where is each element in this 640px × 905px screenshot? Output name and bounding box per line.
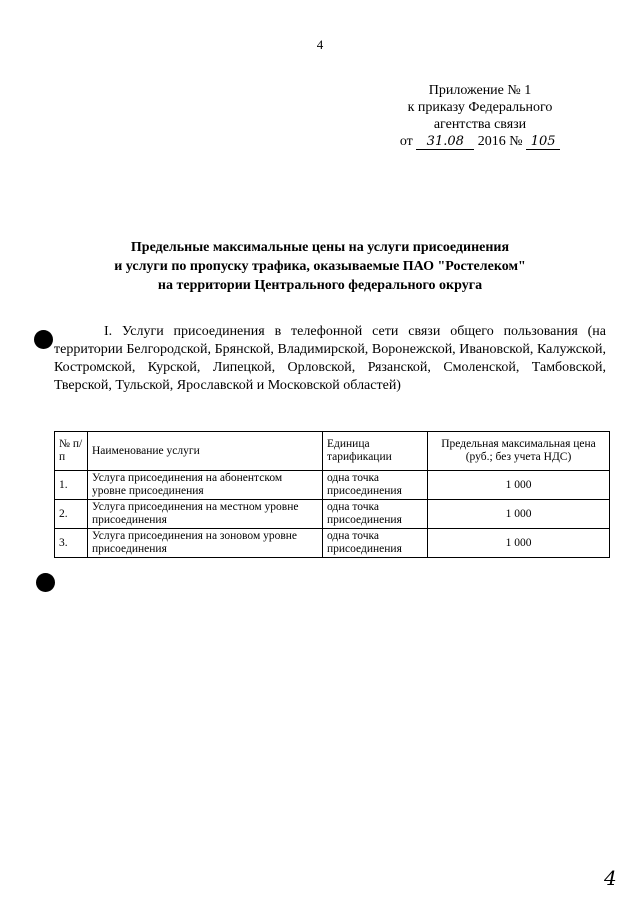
appendix-header <box>395 82 565 150</box>
header-price: Предельная максимальная цена (руб.; без учета НДС) <box>428 432 610 471</box>
hole-punch-mark <box>36 573 55 592</box>
handwritten-order-number: 105 <box>526 135 560 150</box>
section-heading: I. Услуги присоединения в телефонной сети связи общего пользования (на территории Белгородской, Брянской, Владимирской, Воронежской, Ивановской, Калужской, Костромской, Курской, Липецкой, Орловской, Рязанской, Смоленской, Тамбовской, Тверской, Тульской, Ярославской и Московской областей) <box>54 324 607 393</box>
cell-num: 1. <box>55 471 88 500</box>
section-intro <box>54 323 606 395</box>
appendix-line-1: Приложение № 1 <box>428 83 532 98</box>
header-num: № п/п <box>55 432 88 471</box>
cell-unit: одна точка присоединения <box>323 529 428 558</box>
cell-unit: одна точка присоединения <box>323 500 428 529</box>
tariff-table <box>54 431 610 558</box>
cell-num: 2. <box>55 500 88 529</box>
handwritten-date: 31.08 <box>416 135 474 150</box>
hole-punch-mark <box>34 330 53 349</box>
appendix-date-line <box>395 133 565 150</box>
cell-service: Услуга присоединения на зоновом уровне присоединения <box>88 529 323 558</box>
page-number: 4 <box>316 37 324 52</box>
cell-service: Услуга присоединения на местном уровне присоединения <box>88 500 323 529</box>
table-row <box>55 500 610 529</box>
cell-num: 3. <box>55 529 88 558</box>
title-line-3: на территории Центрального федерального округа <box>157 278 483 293</box>
cell-price: 1 000 <box>428 500 610 529</box>
header-unit: Единица тарификации <box>323 432 428 471</box>
document-title <box>80 238 560 295</box>
table-row <box>55 471 610 500</box>
appendix-line-2: к приказу Федерального <box>407 100 553 115</box>
table-header-row <box>55 432 610 471</box>
cell-service: Услуга присоединения на абонентском уровне присоединения <box>88 471 323 500</box>
order-year: 2016 № <box>477 134 523 149</box>
section-regions: (на территории Белгородской, Брянской, Владимирской, Воронежской, Ивановской, Калужской, Костромской, Курской, Липецкой, Орловской, Рязанской, Смоленской, Тамбовской, Тверской, Тульской, Ярославской и Московской областей) <box>54 324 607 393</box>
title-line-1: Предельные максимальные цены на услуги присоединения <box>130 240 510 255</box>
appendix-line-3: агентства связи <box>433 117 527 132</box>
header-service: Наименование услуги <box>88 432 323 471</box>
cell-price: 1 000 <box>428 529 610 558</box>
table-row <box>55 529 610 558</box>
cell-price: 1 000 <box>428 471 610 500</box>
date-prefix: от <box>399 134 413 149</box>
title-line-2: и услуги по пропуску трафика, оказываемые ПАО "Ростелеком" <box>114 259 526 274</box>
cell-unit: одна точка присоединения <box>323 471 428 500</box>
handwritten-page-mark: 4 <box>604 866 617 890</box>
